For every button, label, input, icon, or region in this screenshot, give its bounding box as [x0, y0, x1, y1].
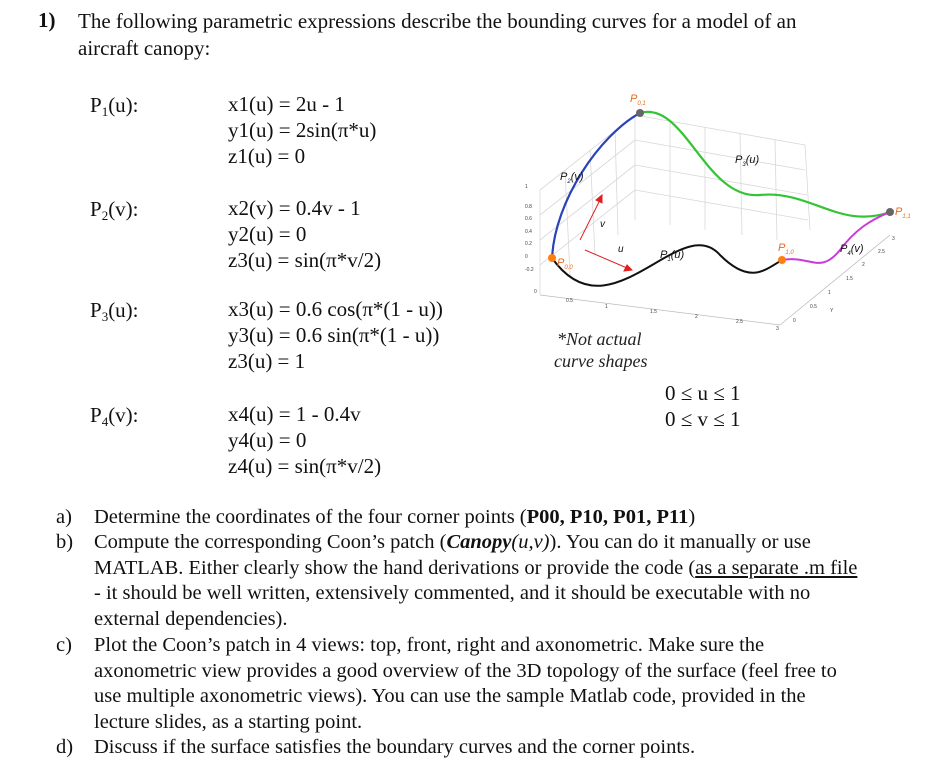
question-number: 1)	[38, 8, 56, 32]
equation-x3: x3(u) = 0.6 cos(π*(1 - u))	[228, 297, 443, 321]
y-tick-1.5: 1.5	[846, 276, 853, 282]
y-tick-2: 2	[862, 262, 865, 268]
x-ticks	[534, 289, 779, 332]
corner-point-p00	[548, 254, 556, 262]
label-p4v: $P_4(v)$	[840, 243, 864, 257]
y-tick-3: 3	[892, 236, 895, 242]
label-p00: $P_{0,0}$	[557, 257, 573, 271]
label-p1u: $P_1(u)$	[660, 249, 685, 263]
z-tick-0.6: 0.6	[525, 216, 532, 222]
curve-p3	[640, 112, 890, 217]
equation-y4: y4(u) = 0	[228, 428, 307, 452]
range-u: 0 ≤ u ≤ 1	[665, 381, 741, 405]
corner-point-p10	[778, 256, 786, 264]
part-c	[56, 633, 856, 733]
part-c-letter: c)	[56, 634, 72, 656]
y-tick-0.5: 0.5	[810, 304, 817, 310]
z-tick-neg0.2: -0.2	[525, 267, 534, 273]
equation-z3: z3(u) = 1	[228, 349, 306, 373]
part-b-letter: b)	[56, 531, 74, 553]
equation-y3: y3(u) = 0.6 sin(π*(1 - u))	[228, 323, 440, 347]
equation-x4: x4(u) = 1 - 0.4v	[228, 402, 361, 426]
corner-point-p11	[886, 208, 894, 216]
part-b-bold-italic: Canopy	[446, 531, 512, 553]
label-v: v	[600, 219, 605, 230]
equation-x2: x2(v) = 0.4v - 1	[228, 196, 361, 220]
z-tick-1: 1	[525, 184, 528, 190]
part-b	[56, 530, 856, 630]
curve-p2	[552, 113, 640, 258]
part-b-underline: as a separate .m file	[695, 556, 858, 579]
z-tick-0.8: 0.8	[525, 204, 532, 210]
canopy-figure	[510, 80, 920, 340]
part-a-letter: a)	[56, 506, 72, 528]
part-b-text2: ). You can do it manually or use MATLAB. Either clearly show the hand derivations or provide the code (	[94, 531, 811, 579]
z-ticks	[525, 184, 534, 273]
equation-z1: z1(u) = 0	[228, 144, 306, 168]
y-tick-2.5: 2.5	[878, 249, 885, 255]
part-b-text3: - it should be well written, extensively commented, and it should be executable with no external dependencies).	[94, 582, 811, 630]
question-intro-line1: The following parametric expressions describe the bounding curves for a model of an	[78, 9, 797, 33]
equation-y2: y2(u) = 0	[228, 222, 307, 246]
label-p10: $P_{1,0}$	[778, 242, 794, 256]
x-tick-2: 2	[695, 314, 698, 320]
question-intro-line2: aircraft canopy:	[78, 36, 211, 60]
part-d-text: Discuss if the surface satisfies the boundary curves and the corner points.	[94, 736, 696, 758]
part-c-text: Plot the Coon’s patch in 4 views: top, front, right and axonometric. Make sure the axonometric view provides a good overview of the 3D topology of the surface (feel free to use multiple axonometric views). You can use the sample Matlab code, provided in the lecture slides, as a starting point.	[94, 634, 837, 733]
x-tick-1.5: 1.5	[650, 309, 657, 315]
part-a	[56, 505, 856, 531]
curve-p4	[782, 212, 890, 263]
equation-x1: x1(u) = 2u - 1	[228, 92, 345, 116]
equation-z4: z4(u) = sin(π*v/2)	[228, 454, 382, 478]
curve-label-p4: $P_4(v)$:	[90, 403, 139, 429]
curve-label-p2: $P_2(v)$:	[90, 197, 139, 223]
equation-z2: z3(u) = sin(π*v/2)	[228, 248, 382, 272]
x-tick-1: 1	[605, 304, 608, 310]
x-tick-0: 0	[534, 289, 537, 295]
x-tick-2.5: 2.5	[736, 319, 743, 325]
direction-arrows	[580, 195, 632, 271]
curve-label-p3: $P_3(u)$:	[90, 298, 139, 324]
figure-note-line1: *Not actual	[557, 329, 642, 349]
label-p3u: $P_3(u)$	[735, 154, 760, 168]
y-axis-label: Y	[830, 308, 834, 314]
curve-label-p1: $P_1(u)$:	[90, 93, 139, 119]
y-tick-0: 0	[793, 318, 796, 324]
part-a-text-after: )	[688, 506, 696, 528]
label-p2v: $P_2(v)$	[560, 171, 584, 185]
y-tick-1: 1	[828, 290, 831, 296]
equation-y1: y1(u) = 2sin(π*u)	[228, 118, 377, 142]
part-b-italic: (u,v)	[511, 531, 550, 553]
part-d	[56, 735, 856, 761]
part-a-text: Determine the coordinates of the four corner points (	[94, 506, 527, 528]
z-tick-0: 0	[525, 254, 528, 260]
label-p01: $P_{0,1}$	[630, 93, 646, 107]
label-u: u	[618, 244, 624, 255]
part-d-letter: d)	[56, 736, 74, 758]
part-b-text: Compute the corresponding Coon’s patch (	[94, 531, 447, 553]
x-tick-0.5: 0.5	[566, 298, 573, 304]
figure-note-line2: curve shapes	[554, 351, 648, 371]
range-v: 0 ≤ v ≤ 1	[665, 407, 741, 431]
z-tick-0.4: 0.4	[525, 229, 532, 235]
x-tick-3: 3	[776, 326, 779, 332]
part-a-bold: P00, P10, P01, P11	[526, 506, 689, 528]
base-axes	[540, 235, 890, 325]
label-p11: $P_{1,1}$	[895, 206, 911, 220]
z-tick-0.2: 0.2	[525, 241, 532, 247]
corner-point-p01	[636, 109, 644, 117]
